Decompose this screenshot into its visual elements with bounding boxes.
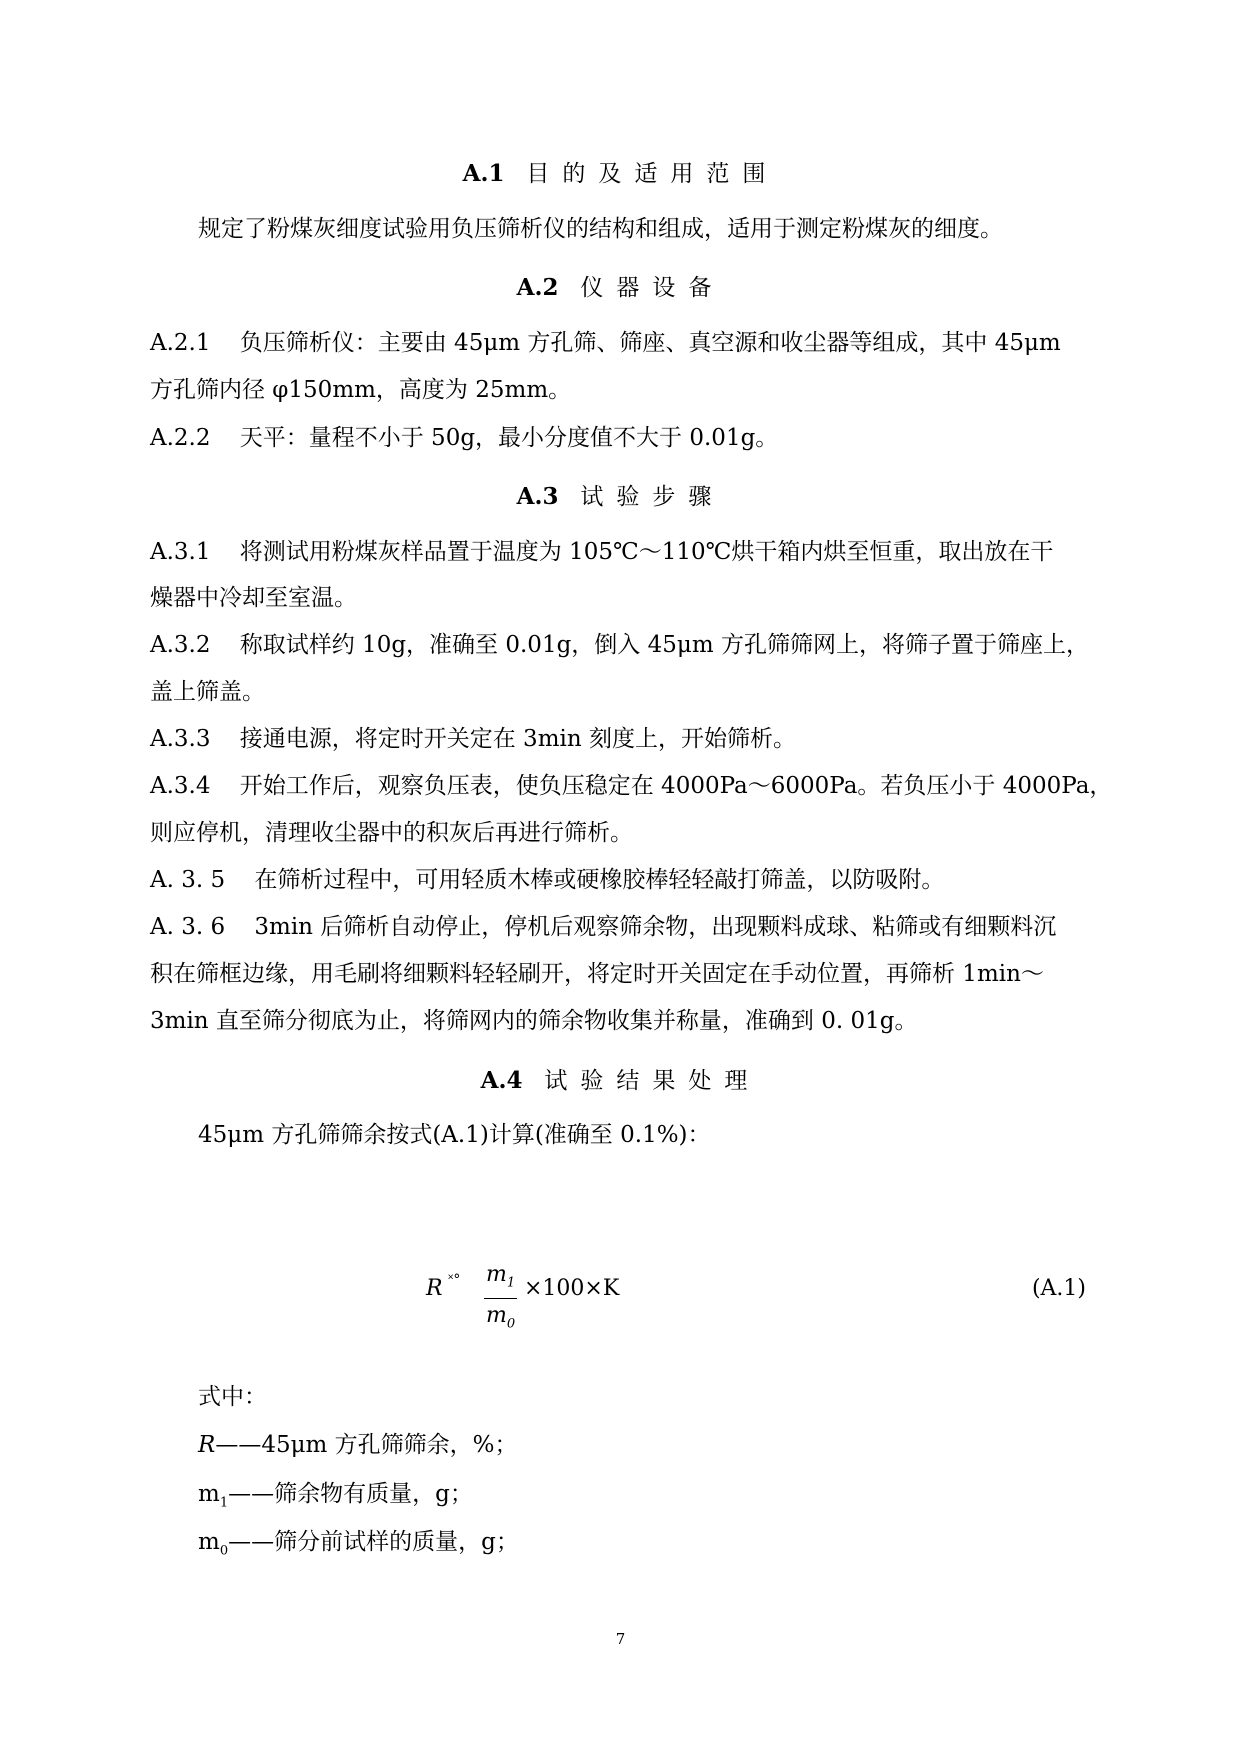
- clause-text: 在筛析过程中，可用轻质木棒或硬橡胶棒轻轻敲打筛盖，以防吸附。: [254, 867, 945, 893]
- paragraph: 规定了粉煤灰细度试验用负压筛析仪的结构和组成，适用于测定粉煤灰的细度。: [198, 216, 1003, 242]
- section-title: 试验步骤: [580, 484, 725, 510]
- clause-number: A.3.2: [150, 632, 211, 658]
- section-heading-a2: [0, 273, 1241, 303]
- clause-continuation: 3min 直至筛分彻底为止，将筛网内的筛余物收集并称量，准确到 0. 01g。: [150, 1008, 918, 1034]
- clause-text: 称取试样约 10g，准确至 0.01g，倒入 45μm 方孔筛筛网上，将筛子置于筛座上，: [239, 632, 1089, 658]
- section-title: 仪器设备: [580, 275, 725, 301]
- definition-m0: $m_0——$筛分前试样的质量，g；: [198, 1529, 519, 1559]
- section-number: A.4: [480, 1067, 523, 1094]
- section-number: A.3: [516, 483, 559, 510]
- formula-equals-glyph: ˟°: [448, 1272, 461, 1288]
- definition-symbol: R: [198, 1432, 216, 1458]
- clause-number: A.3.3: [150, 726, 211, 752]
- clause-text: 3min 后筛析自动停止，停机后观察筛余物，出现颗料成球、粘筛或有细颗料沉: [254, 914, 1057, 940]
- section-title: 目的及适用范围: [526, 161, 779, 187]
- formula-lhs: R: [426, 1276, 443, 1301]
- clause-number: A.2.1: [150, 330, 211, 356]
- section-title: 试验结果处理: [544, 1068, 761, 1094]
- clause-number: A. 3. 6: [150, 914, 226, 940]
- clause-a-2-2: [150, 423, 778, 453]
- section-heading-a4: [0, 1066, 1241, 1096]
- formula-fraction: [484, 1262, 517, 1340]
- clause-a-3-6: [150, 912, 1056, 942]
- section-number: A.2: [516, 274, 559, 301]
- clause-text: 接通电源，将定时开关定在 3min 刻度上，开始筛析。: [239, 726, 796, 752]
- section-heading-a3: [0, 482, 1241, 512]
- clause-continuation: 方孔筛内径 φ150mm，高度为 25mm。: [150, 377, 572, 403]
- page-number: 7: [615, 1630, 626, 1648]
- definition-symbol: m: [198, 1481, 220, 1507]
- formula-a-1: [426, 1262, 1086, 1342]
- clause-text: 开始工作后，观察负压表，使负压稳定在 4000Pa～6000Pa。若负压小于 4000Pa，: [239, 773, 1113, 799]
- clause-a-3-5: [150, 865, 944, 895]
- fraction-numerator: $m_1$: [484, 1262, 517, 1299]
- formula-rhs: ×100×K: [524, 1276, 620, 1301]
- clause-text: 负压筛析仪：主要由 45μm 方孔筛、筛座、真空源和收尘器等组成，其中 45μm: [239, 330, 1061, 356]
- clause-continuation: 盖上筛盖。: [150, 679, 265, 705]
- clause-number: A.3.1: [150, 539, 211, 565]
- section-number: A.1: [462, 160, 505, 187]
- clause-continuation: 燥器中冷却至室温。: [150, 585, 357, 611]
- clause-a-3-4: [150, 771, 1112, 801]
- fraction-denominator: $m_0$: [486, 1303, 516, 1332]
- clause-a-3-2: [150, 630, 1089, 660]
- clause-continuation: 积在筛框边缘，用毛刷将细颗料轻轻刷开，将定时开关固定在手动位置，再筛析 1min～: [150, 961, 1044, 987]
- clause-continuation: 则应停机，清理收尘器中的积灰后再进行筛析。: [150, 820, 633, 846]
- clause-a-2-1: [150, 328, 1061, 358]
- section-heading-a1: [0, 159, 1241, 189]
- clause-number: A.2.2: [150, 425, 211, 451]
- definition-r: R——45μm 方孔筛筛余，%；: [198, 1432, 518, 1458]
- formula-label: (A.1): [1031, 1276, 1086, 1301]
- clause-text: 天平：量程不小于 50g，最小分度值不大于 0.01g。: [239, 425, 779, 451]
- clause-a-3-1: [150, 537, 1053, 567]
- clause-a-3-3: [150, 724, 796, 754]
- where-label: 式中：: [198, 1384, 267, 1410]
- clause-number: A.3.4: [150, 773, 211, 799]
- definition-m1: $m_1——$筛余物有质量，g；: [198, 1481, 473, 1511]
- clause-number: A. 3. 5: [150, 867, 226, 893]
- definition-symbol: m: [198, 1529, 220, 1555]
- formula-intro: 45μm 方孔筛筛余按式(A.1)计算(准确至 0.1%)：: [198, 1122, 711, 1148]
- clause-text: 将测试用粉煤灰样品置于温度为 105℃～110℃烘干箱内烘至恒重，取出放在干: [239, 539, 1054, 565]
